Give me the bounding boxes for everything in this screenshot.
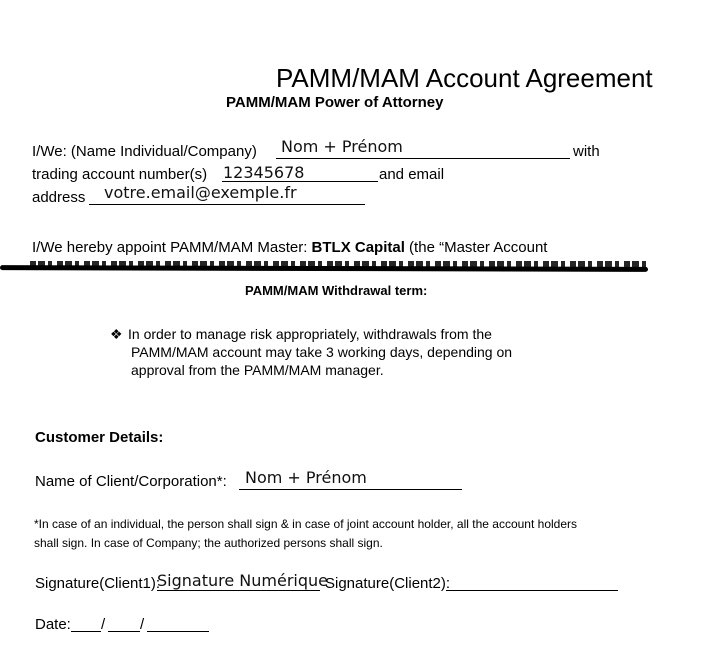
date-label: Date: <box>35 616 71 633</box>
account-label: trading account number(s) <box>32 166 208 183</box>
master-name: BTLX Capital <box>311 239 405 256</box>
client-name-underline <box>239 489 462 490</box>
page-cut-edge <box>0 265 648 272</box>
account-field-value[interactable]: 12345678 <box>223 163 305 182</box>
name-suffix: with <box>573 143 600 160</box>
date-separator-2: / <box>140 616 145 633</box>
withdrawal-heading: PAMM/MAM Withdrawal term: <box>245 283 428 298</box>
withdrawal-line-1: In order to manage risk appropriately, withdrawals from the <box>128 326 492 342</box>
withdrawal-line-2: PAMM/MAM account may take 3 working days, depending on <box>131 344 513 360</box>
client-name-label: Name of Client/Corporation*: <box>35 473 227 490</box>
email-field-underline <box>89 204 365 205</box>
signature2-field[interactable] <box>446 590 618 591</box>
name-field-underline <box>276 158 570 159</box>
email-field-value[interactable]: votre.email@exemple.fr <box>104 183 297 202</box>
signature1-label: Signature(Client1): <box>35 575 161 592</box>
address-label: address <box>32 189 86 206</box>
date-separator-1: / <box>101 616 106 633</box>
name-label: I/We: (Name Individual/Company) <box>32 143 257 160</box>
date-day-field[interactable] <box>71 631 101 632</box>
signature1-underline <box>157 590 320 591</box>
signing-note-line-2: shall sign. In case of Company; the authorized persons shall sign. <box>34 536 383 550</box>
withdrawal-line-3: approval from the PAMM/MAM manager. <box>131 362 384 378</box>
customer-heading: Customer Details: <box>35 429 164 446</box>
signature1-value[interactable]: Signature Numérique <box>157 571 328 590</box>
client-name-value[interactable]: Nom + Prénom <box>245 468 367 487</box>
date-month-field[interactable] <box>108 631 140 632</box>
signature2-label: Signature(Client2): <box>325 575 451 592</box>
appoint-text: I/We hereby appoint PAMM/MAM Master: BTLX Capital (the “Master Account <box>32 239 548 256</box>
bullet-icon: ❖ <box>110 326 123 342</box>
email-label: and email <box>379 166 445 183</box>
document-subtitle: PAMM/MAM Power of Attorney <box>226 94 444 111</box>
signing-note-line-1: *In case of an individual, the person shall sign & in case of joint account holder, all the account holders <box>34 517 578 531</box>
name-field-value[interactable]: Nom + Prénom <box>281 137 403 156</box>
date-year-field[interactable] <box>147 631 209 632</box>
document-title: PAMM/MAM Account Agreement <box>276 63 653 93</box>
